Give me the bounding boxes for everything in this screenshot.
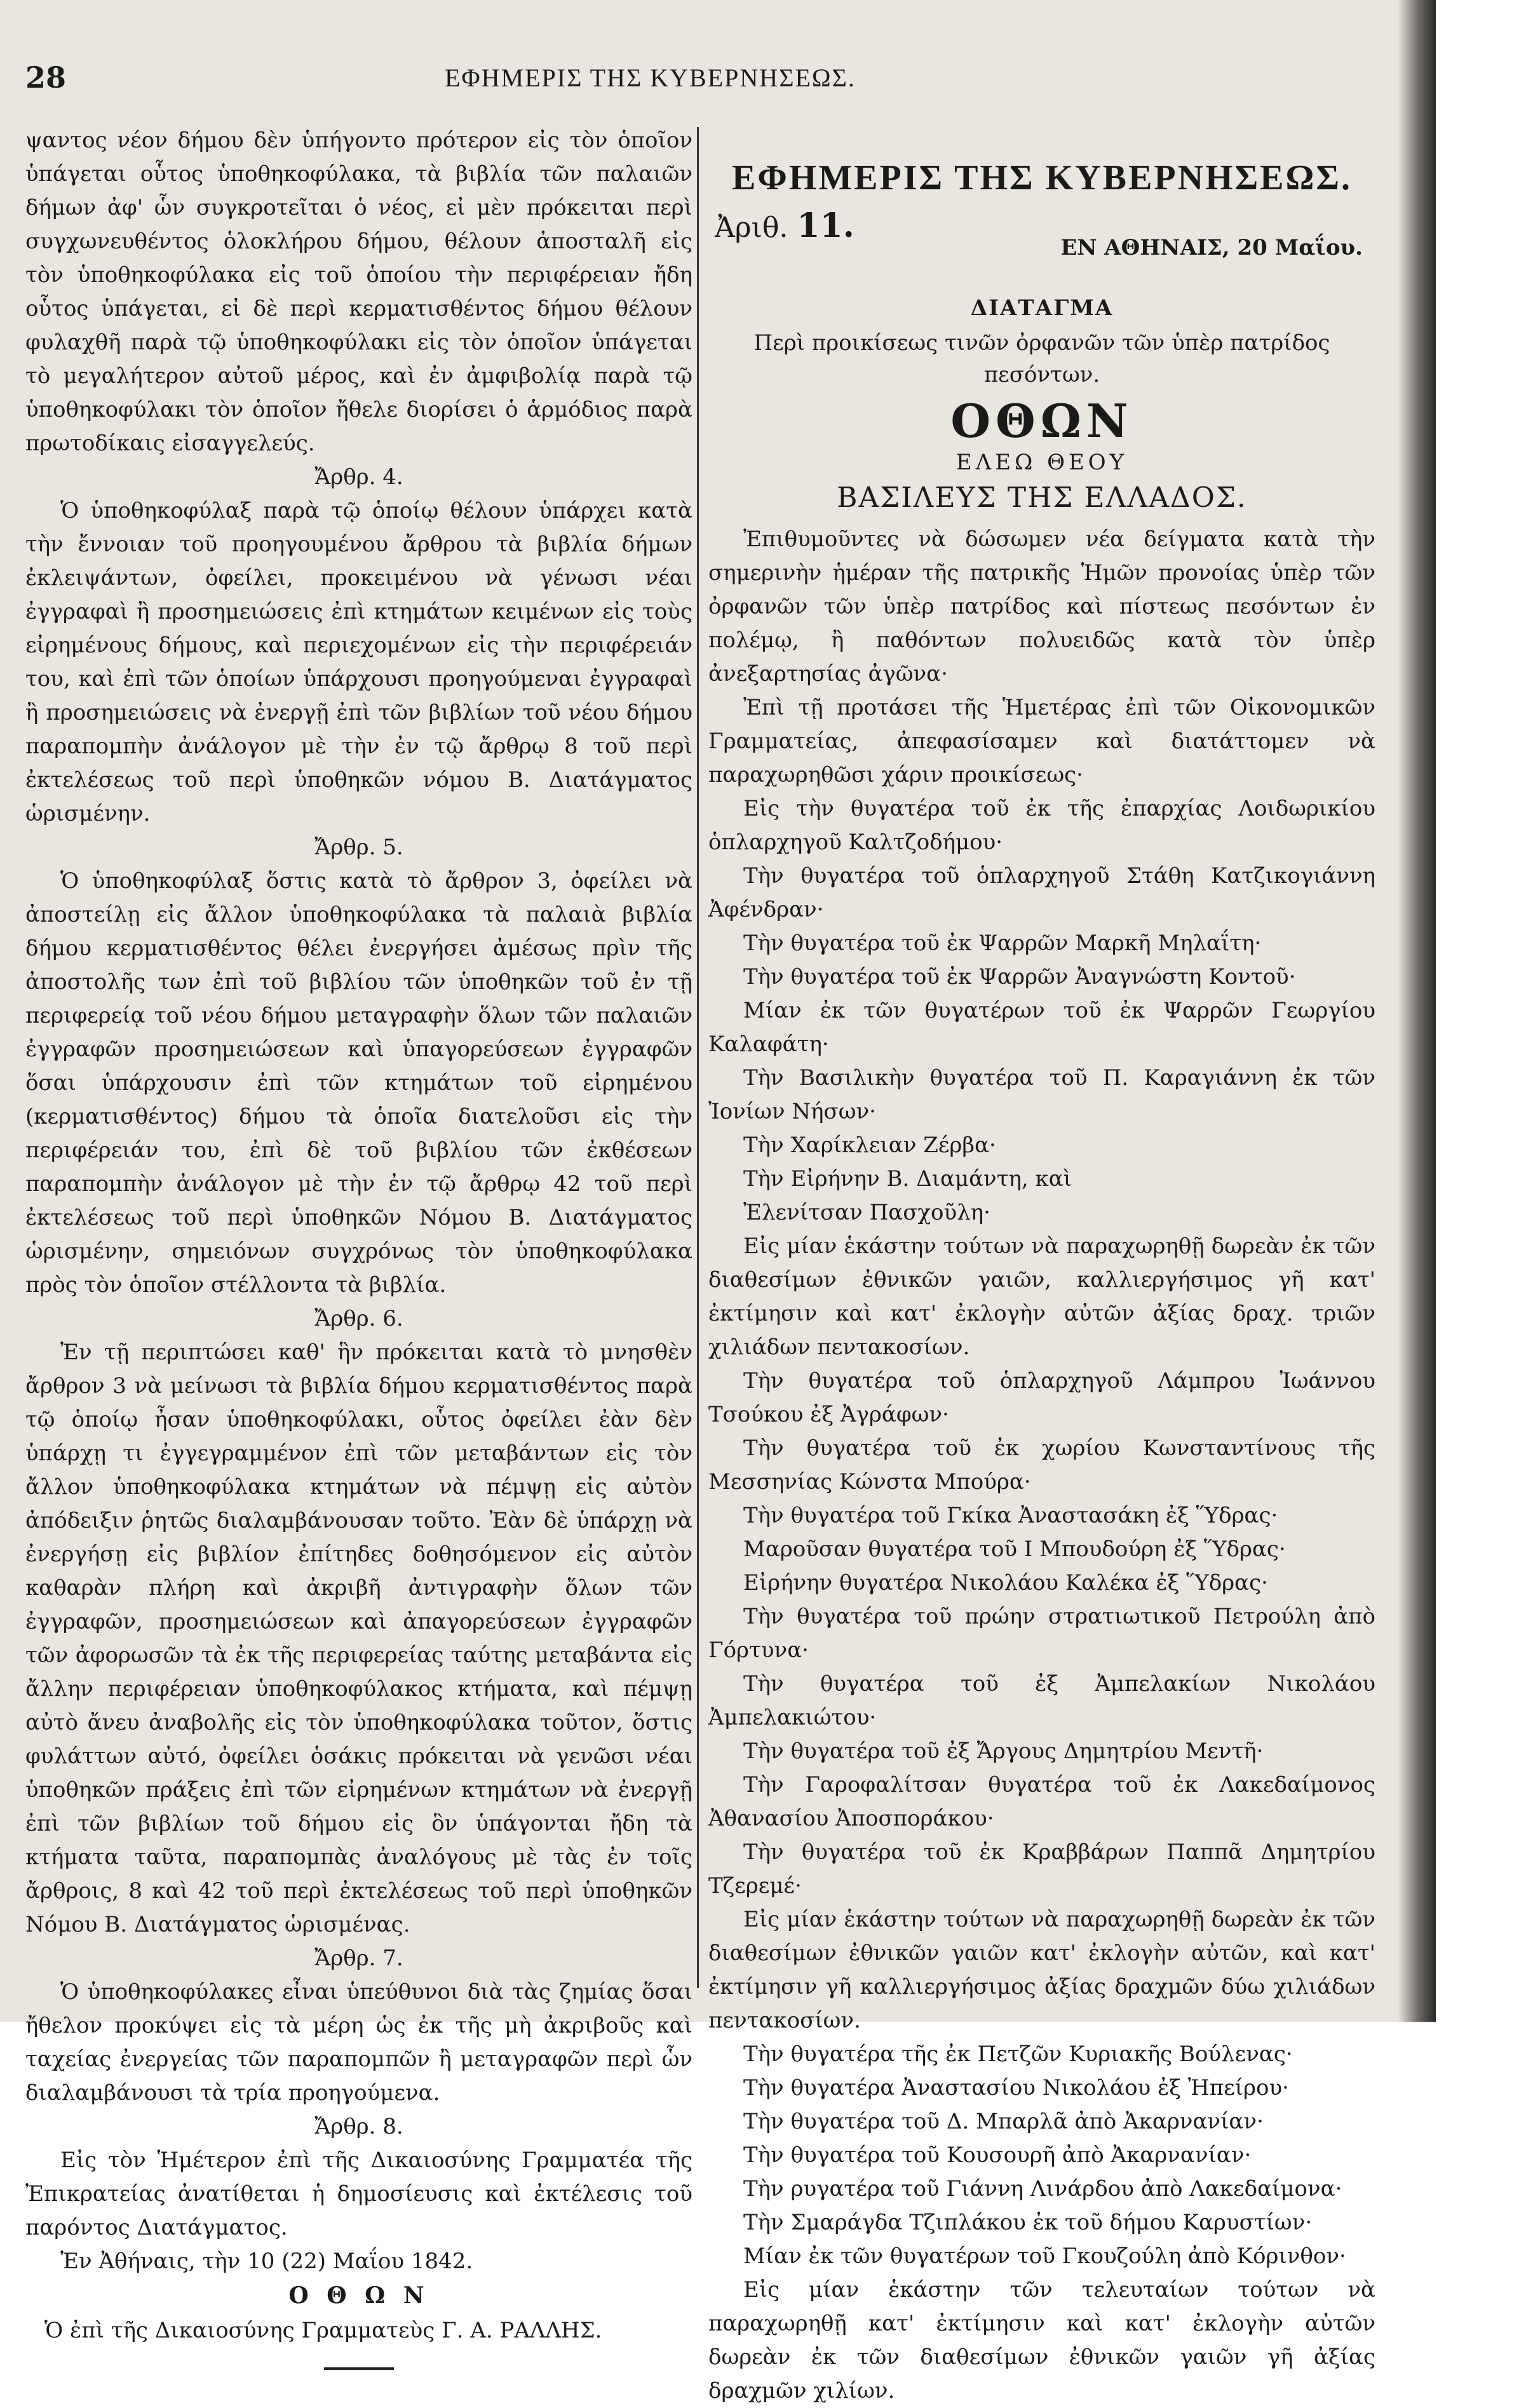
list-item: Τὴν θυγατέρα τῆς ἐκ Πετζῶν Κυριακῆς Βούλενας· bbox=[743, 2041, 1293, 2067]
list-item: Τὴν θυγατέρα τοῦ ὁπλαρχηγοῦ Στάθη Κατζικογιάννη Ἀφένδραν· bbox=[708, 863, 1375, 922]
issue-number: 11. bbox=[797, 206, 854, 245]
decree-subject: Περὶ προικίσεως τινῶν ὀρφανῶν τῶν ὑπὲρ πατρίδος πεσόντων. bbox=[753, 330, 1330, 387]
list-item: Μαροῦσαν θυγατέρα τοῦ Ι Μπουδούρη ἐξ Ὕδρας· bbox=[743, 1537, 1286, 1562]
sovereign-name: ΟΘΩΝ bbox=[950, 394, 1133, 448]
article-heading-6: Ἄρθρ. 6. bbox=[314, 1306, 403, 1331]
article-7-text: Ὁ ὑποθηκοφύλακες εἶναι ὑπεύθυνοι διὰ τὰς ζημίας ὅσαι ἤθελον προκύψει εἰς τὰ μέρη ὡς ἐκ τῆς μὴ ἀκριβοῦς καὶ ταχείας ἐνεργείας τῶν παραπομπῶν ἢ μεταγραφῶν περὶ ὧν διαλαμβάνουσι τὰ τρία προηγούμενα. bbox=[25, 1979, 692, 2106]
list-item: Τὴν Γαροφαλίτσαν θυγατέρα τοῦ ἐκ Λακεδαίμονος Ἀθανασίου Ἀποσποράκου· bbox=[708, 1772, 1375, 1831]
king-title: ΒΑΣΙΛΕΥΣ ΤΗΣ ΕΛΛΑΔΟΣ. bbox=[837, 481, 1247, 514]
list-item: Τὴν θυγατέρα τοῦ ἐξ Ἀμπελακίων Νικολάου Ἀμπελακιώτου· bbox=[708, 1671, 1375, 1730]
beneficiary-list-1 bbox=[708, 792, 1375, 1230]
article-4-text: Ὁ ὑποθηκοφύλαξ παρὰ τῷ ὁποίῳ θέλουν ὑπάρχει κατὰ τὴν ἔννοιαν τοῦ προηγουμένου ἄρθρου τὰ βιβλία δήμων ἐκλειψάντων, ὀφείλει, προκειμένου νὰ γένωσι νέαι ἐγγραφαὶ ἢ προσημειώσεις ἐπὶ κτημάτων κειμένων εἰς τοὺς εἰρημένους δήμους, καὶ περιεχομένων εἰς τὴν περιφέρειάν του, καὶ ἐπὶ τῶν ὁποίων ὑπάρχουσι προηγούμεναι ἐγγραφαὶ ἢ προσημειώσεις νὰ ἐνεργῇ ἐπὶ τῶν βιβλίων τοῦ νέου δήμου παραπομπὴν ἀνάλογον μὲ τὴν ἐν τῷ ἄρθρῳ 8 τοῦ περὶ ἐκτελέσεως τοῦ περὶ ὑποθηκῶν νόμου Β. Διατάγματος ὡρισμένην. bbox=[25, 498, 692, 826]
article-5-text: Ὁ ὑποθηκοφύλαξ ὅστις κατὰ τὸ ἄρθρον 3, ὀφείλει νὰ ἀποστείλῃ εἰς ἄλλον ὑποθηκοφύλακα τὰ παλαιὰ βιβλία δήμου κερματισθέντος θέλει ἐνεργήσει ἀμέσως πρὶν τῆς ἀποστολῆς των ἐπὶ τοῦ βιβλίου τῶν ὑποθηκῶν τοῦ ἐν τῇ περιφερείᾳ τοῦ νέου δήμου μεταγραφὴν ὅλων τῶν παλαιῶν ἐγγραφῶν προσημειώσεων καὶ ὑπαγορεύσεων ἐγγραφῶν ὅσαι ὑπάρχουσιν ἐπὶ τῶν κτημάτων τοῦ εἰρημένου (κερματισθέντος) δήμου τὰ ὁποῖα διατελοῦσι εἰς τὴν περιφέρειάν του, ἐπὶ δὲ τοῦ βιβλίου τῶν ἐκθέσεων παραπομπὴν ἀνάλογον μὲ τὴν ἐν τῷ ἄρθρῳ 42 τοῦ περὶ ἐκτελέσεως τοῦ περὶ ὑποθηκῶν Νόμου Β. Διατάγματος ὡρισμένην, σημειόνων συγχρόνως τὸν ὑποθηκοφύλακα πρὸς τὸν ὁποῖον στέλλοντα τὰ βιβλία. bbox=[25, 868, 692, 1298]
list-item: Τὴν θυγατέρα τοῦ ἐκ Ψαρρῶν Ἀναγνώστη Κοντοῦ· bbox=[743, 964, 1296, 990]
article-heading-5: Ἄρθρ. 5. bbox=[314, 835, 403, 860]
list-item: Τὴν θυγατέρα τοῦ Γκίκα Ἀναστασάκη ἐξ Ὕδρας· bbox=[743, 1503, 1278, 1528]
page-edge-shadow bbox=[1398, 0, 1436, 2022]
issue-date: ΕΝ ΑΘΗΝΑΙΣ, 20 Μαΐου. bbox=[1060, 235, 1363, 260]
column-divider bbox=[697, 127, 699, 1988]
list-item: Τὴν Σμαράγδα Τζιπλάκου ἐκ τοῦ δήμου Καρυστίων· bbox=[743, 2210, 1313, 2235]
issue-label bbox=[715, 206, 854, 245]
article-6-text: Ἐν τῇ περιπτώσει καθ' ἣν πρόκειται κατὰ τὸ μνησθὲν ἄρθρον 3 νὰ μείνωσι τὰ βιβλία δήμου κερματισθέντος παρὰ τῷ ὁποίῳ ἦσαν ὑποθηκοφύλακι, οὗτος ὀφείλει ἐὰν δὲν ὑπάρχῃ τι ἐγγεγραμμένον ἐπὶ τῶν μεταβάντων εἰς τὸν ἄλλον ὑποθηκοφύλακα κτημάτων νὰ πέμψῃ εἰς αὐτὸν ἀπόδειξιν ῥητῶς διαλαμβάνουσαν τοῦτο. Ἐὰν δὲ ὑπάρχῃ νὰ ἐνεργήσῃ εἰς βιβλίον ἐπίτηδες δοθησόμενον εἰς αὐτὸν καθαρὰν πλήρη καὶ ἀκριβῆ ἀντιγραφὴν ὅλων τῶν ἐγγραφῶν, προσημειώσεων καὶ ἀπαγορεύσεων ἐγγραφῶν τῶν ἀφορωσῶν τὰ ἐκ τῆς περιφερείας ταύτης μεταβάντα εἰς ἄλλην περιφέρειαν ὑποθηκοφύλακος κτήματα, καὶ πέμψῃ αὐτὸ ἄνευ ἀναβολῆς εἰς τὸν ὑποθηκοφύλακα τοῦτον, ὅστις φυλάττων αὐτό, ὀφείλει ὁσάκις πρόκειται νὰ γενῶσι νέαι ὑποθηκῶν πράξεις ἐπὶ τῶν εἰρημένων κτημάτων νὰ ἐνεργῇ ἐπὶ τῶν βιβλίων τοῦ δήμου εἰς ὃν ὑπάγονται ἤδη τὰ κτήματα ταῦτα, παραπομπὰς ἀναλόγους μὲ τὰς ἐν τοῖς ἄρθροις, 8 καὶ 42 τοῦ περὶ ἐκτελέσεως τοῦ περὶ ὑποθηκῶν Νόμου Β. Διατάγματος ὡρισμένας. bbox=[25, 1340, 692, 1937]
list-item: Μίαν ἐκ τῶν θυγατέρων τοῦ Γκουζούλη ἀπὸ Κόρινθον· bbox=[743, 2243, 1346, 2269]
page-header bbox=[25, 60, 940, 105]
list-item: Τὴν θυγατέρα τοῦ ἐξ Ἄργους Δημητρίου Μεντῆ· bbox=[743, 1739, 1264, 1764]
right-column bbox=[708, 124, 1375, 2408]
end-rule bbox=[324, 2367, 394, 2370]
grant-clause-3: Εἰς μίαν ἑκάστην τῶν τελευταίων τούτων νὰ παραχωρηθῇ κατ' ἐκτίμησιν καὶ κατ' ἐκλογὴν αὐτῶν δωρεὰν ἐκ τῶν διαθεσίμων ἐθνικῶν γαιῶν γῆ ἀξίας δραχμῶν χιλίων. bbox=[708, 2277, 1375, 2404]
minister-signature: Ὁ ἐπὶ τῆς Δικαιοσύνης Γραμματεὺς Γ. Α. ΡΑΛΛΗΣ. bbox=[44, 2318, 602, 2343]
article-8-text: Εἰς τὸν Ἡμέτερον ἐπὶ τῆς Δικαιοσύνης Γραμματέα τῆς Ἐπικρατείας ἀνατίθεται ἡ δημοσίευσις καὶ ἐκτέλεσις τοῦ παρόντος Διατάγματος. bbox=[25, 2148, 692, 2240]
list-item: Τὴν θυγατέρα τοῦ Δ. Μπαρλᾶ ἀπὸ Ἀκαρνανίαν· bbox=[743, 2109, 1264, 2134]
left-column bbox=[25, 124, 692, 2370]
list-item: Τὴν θυγατέρα τοῦ ἐκ Ψαρρῶν Μαρκῆ Μηλαΐτη· bbox=[743, 931, 1262, 956]
list-item: Τὴν θυγατέρα τοῦ ἐκ Κραββάρων Παππᾶ Δημητρίου Τζερεμέ· bbox=[708, 1840, 1375, 1899]
decree-intro-1: Ἐπιθυμοῦντες νὰ δώσωμεν νέα δείγματα κατὰ τὴν σημερινὴν ἡμέραν τῆς πατρικῆς Ἡμῶν προνοίας ὑπὲρ τῶν ὀρφανῶν τῶν ὑπὲρ πατρίδος καὶ πίστεως πεσόντων ἐν πολέμῳ, ἢ παθόντων πολυειδῶς κατὰ τὸν ὑπὲρ ἀνεξαρτησίας ἀγῶνα· bbox=[708, 527, 1375, 687]
list-item: Τὴν ρυγατέρα τοῦ Γιάννη Λινάρδου ἀπὸ Λακεδαίμονα· bbox=[743, 2176, 1342, 2202]
beneficiary-list-3 bbox=[708, 2038, 1375, 2273]
list-item: Τὴν Εἰρήνην Β. Διαμάντη, καὶ bbox=[743, 1166, 1072, 1192]
masthead: ΕΦΗΜΕΡΙΣ ΤΗΣ ΚΥΒΕΡΝΗΣΕΩΣ. bbox=[731, 158, 1352, 198]
list-item: Τὴν θυγατέρα τοῦ ὁπλαρχηγοῦ Λάμπρου Ἰωάννου Τσούκου ἐξ Ἀγράφων· bbox=[708, 1368, 1375, 1427]
article-heading-4: Ἄρθρ. 4. bbox=[314, 464, 403, 490]
list-item: Τὴν θυγατέρα Ἀναστασίου Νικολάου ἐξ Ἠπείρου· bbox=[743, 2075, 1289, 2101]
list-item: Εἰς τὴν θυγατέρα τοῦ ἐκ τῆς ἐπαρχίας Λοιδωρικίου ὁπλαρχηγοῦ Καλτζοδήμου· bbox=[708, 796, 1375, 855]
running-title: ΕΦΗΜΕΡΙΣ ΤΗΣ ΚΥΒΕΡΝΗΣΕΩΣ. bbox=[445, 64, 856, 92]
grant-clause-2: Εἰς μίαν ἑκάστην τούτων νὰ παραχωρηθῇ δωρεὰν ἐκ τῶν διαθεσίμων ἐθνικῶν γαιῶν κατ' ἐκλογὴν αὐτῶν, καὶ κατ' ἐκτίμησιν γῆ καλλιεργήσιμος ἀξίας δραχμῶν δύω χιλιάδων πεντακοσίων. bbox=[708, 1907, 1375, 2033]
list-item: Τὴν θυγατέρα τοῦ πρώην στρατιωτικοῦ Πετρούλη ἀπὸ Γόρτυνα· bbox=[708, 1604, 1375, 1663]
list-item: Τὴν θυγατέρα τοῦ Κουσουρῆ ἀπὸ Ἀκαρνανίαν· bbox=[743, 2142, 1252, 2168]
list-item: Ἐλενίτσαν Πασχοῦλη· bbox=[743, 1200, 990, 1225]
list-item: Τὴν θυγατέρα τοῦ ἐκ χωρίου Κωνσταντίνους τῆς Μεσσηνίας Κώνστα Μπούρα· bbox=[708, 1436, 1375, 1495]
decree-intro-2: Ἐπὶ τῇ προτάσει τῆς Ἡμετέρας ἐπὶ τῶν Οἰκονομικῶν Γραμματείας, ἀπεφασίσαμεν καὶ διατάττομεν νὰ παραχωρηθῶσι χάριν προικίσεως· bbox=[708, 695, 1375, 788]
issue-row bbox=[708, 200, 1375, 270]
article-heading-7: Ἄρθρ. 7. bbox=[314, 1946, 403, 1971]
date-line: Ἐν Ἀθήναις, τὴν 10 (22) Μαΐου 1842. bbox=[60, 2249, 473, 2274]
paragraph-continued: ψαντος νέον δήμου δὲν ὑπήγοντο πρότερον εἰς τὸν ὁποῖον ὑπάγεται οὗτος ὑποθηκοφύλακα, τὰ βιβλία τῶν παλαιῶν δήμων ἀφ' ὧν συγκροτεῖται ὁ νέος, εἰ μὲν πρόκειται περὶ συγχωνευθέντος ὁλοκλήρου δήμου, θέλουν ἀποσταλῆ εἰς τὸν ὑποθηκοφύλακα εἰς τοῦ ὁποίου τὴν περιφέρειαν ἤδη οὗτος ὑπάγεται, εἰ δὲ περὶ κερματισθέντος δήμου θέλουν φυλαχθῆ παρὰ τῷ ὑποθηκοφύλακι εἰς τὸν ὁποῖον ὑπάγεται τὸ μεγαλήτερον αὐτοῦ μέρος, καὶ ἐν ἀμφιβολίᾳ παρὰ τῷ ὑποθηκοφύλακι τὸν ὁποῖον ἤθελε διορίσει ὁ ἁρμόδιος παρὰ πρωτοδίκαις εἰσαγγελεύς. bbox=[25, 128, 692, 456]
by-grace-of-god: ΕΛΕΩ ΘΕΟΥ bbox=[956, 450, 1128, 475]
issue-label-text: Ἀριθ. bbox=[715, 212, 788, 244]
list-item: Εἰρήνην θυγατέρα Νικολάου Καλέκα ἐξ Ὕδρας· bbox=[743, 1570, 1268, 1596]
beneficiary-list-2 bbox=[708, 1364, 1375, 1903]
list-item: Τὴν Βασιλικὴν θυγατέρα τοῦ Π. Καραγιάννη ἐκ τῶν Ἰονίων Νήσων· bbox=[708, 1065, 1375, 1124]
king-signature: Ο Θ Ω Ν bbox=[288, 2282, 429, 2309]
article-heading-8: Ἄρθρ. 8. bbox=[314, 2114, 403, 2139]
grant-clause-1: Εἰς μίαν ἑκάστην τούτων νὰ παραχωρηθῇ δωρεὰν ἐκ τῶν διαθεσίμων ἐθνικῶν γαιῶν, καλλιεργήσιμος γῆ κατ' ἐκτίμησιν καὶ κατ' ἐκλογὴν αὐτῶν ἀξίας δραχ. τριῶν χιλιάδων πεντακοσίων. bbox=[708, 1234, 1375, 1360]
page-number: 28 bbox=[25, 60, 67, 95]
decree-heading: ΔΙΑΤΑΓΜΑ bbox=[970, 295, 1114, 321]
list-item: Τὴν Χαρίκλειαν Ζέρβα· bbox=[743, 1133, 996, 1158]
list-item: Μίαν ἐκ τῶν θυγατέρων τοῦ ἐκ Ψαρρῶν Γεωργίου Καλαφάτη· bbox=[708, 998, 1375, 1057]
